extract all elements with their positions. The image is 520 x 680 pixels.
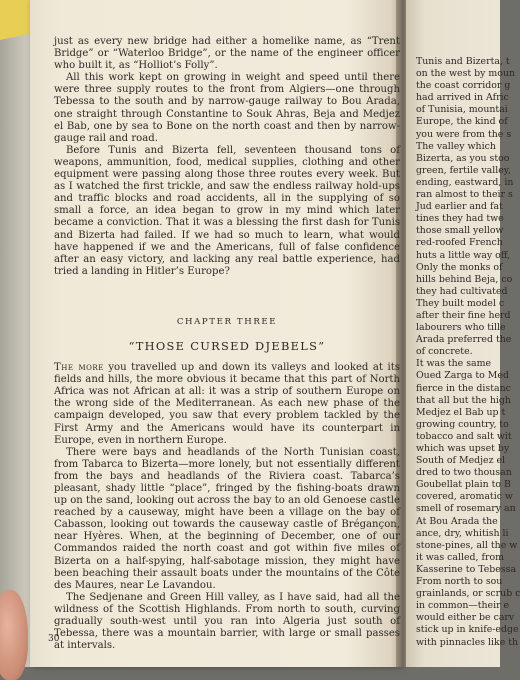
right-page-line: Europe, the kind of [416,116,508,128]
right-page-line: green, fertile valley, [416,164,511,176]
right-page-line: Jud earlier and fat [416,201,503,213]
left-page-text [54,36,400,652]
right-page-line: Bizerta, as you stoo [416,152,510,164]
right-page-line: huts a little way off, [416,249,511,261]
right-page-line: hills behind Beja, co [416,273,513,285]
right-page-line: grainlands, or scrub c [416,588,520,600]
right-page-line: stick up in knife-edge [416,624,519,636]
paragraph-sedjenane: The Sedjenane and Green Hill valley, as I have said, had all the wildness of the Scottish Highlands. From north to south, curving gradually south-west until you ran into Algeria just south of Tebessa, there was a mountain barrier, with large or small passes at intervals. [54,591,400,652]
top-paragraph-continued: just as every new bridge had either a homelike name, as “Trent Bridge” or “Waterloo Bridge”, or the name of the engineer officer who built it, as “Holliot’s Folly”. [54,36,400,72]
right-page-line: smell of rosemary an [416,503,516,515]
right-page-line: dred to two thousan [416,467,512,479]
right-page-line: you were from the s [416,128,512,140]
right-page-line: of concrete. [416,346,473,358]
right-page-line: They built model c [416,297,505,309]
right-page-line: Arada preferred the [416,334,512,346]
right-page-line: Tunis and Bizerta, t [416,56,510,67]
right-page-line: of Tunisia, mountai [416,104,508,116]
right-page-line: It was the same [416,358,492,370]
right-page-line: after their fine herd [416,309,511,321]
right-page-line: ance, dry, whitish li [416,527,509,539]
page-number: 30 [48,634,60,644]
right-page-line: covered, aromatic w [416,491,513,503]
right-page-line: Kasserine to Tebessa [416,563,517,575]
chapter-title: “THOSE CURSED DJEBELS” [128,338,326,353]
right-page-line: The valley which [416,140,496,152]
right-page-line: Medjez el Bab up t [416,406,506,418]
right-page-line: ending, eastward, in [416,176,514,188]
right-page-line: red-roofed French [416,237,503,249]
right-page-line: labourers who tille [416,322,506,334]
right-page-line: tobacco and salt wit [416,430,512,442]
chapter-label: CHAPTER THREE [176,316,278,327]
right-page-line: those small yellow [416,225,504,237]
right-page-line: tines they had twe [416,213,504,225]
paragraph-bays-headlands: There were bays and headlands of the North Tunisian coast, from Tabarca to Bizerta—more lonely, but not essentially different from the bays and headlands of the Riviera coast. Tabarca’s pleasant, shady little “place”, fringed by the fishing-boats drawn up on the sand, looking out across the bay to an old Genoese castle reached by a causeway, might have been a village on the bay of Cabasson, looking out towards the causeway castle of Brégançon, near Hyères. When, at the beginning of December, one of our Commandos raided the north coast and got within five miles of Bizerta on a half-spying, half-sabotage mission, they might have been beaching their assault boats under the mountains of the Côte des Maures, near Le Lavandou. [54,446,400,591]
right-page-line: growing country, to [416,418,509,430]
right-page-line: which was upset by [416,443,510,454]
right-page-line: South of Medjez el [416,455,506,467]
right-page-line: At Bou Arada the [416,515,498,527]
right-page-line: Only the monks of [416,261,503,273]
right-page-line: stone-pines, all the w [416,539,518,551]
right-page-line: ran almost to their s [416,189,513,201]
chapter-opening-paragraph: The more you travelled up and down its valleys and looked at its fields and hills, the more obvious it became that this part of North Africa was not African at all: it was a strip of southern Europe on the wrong side of the Mediterranean. As each new phase of the campaign developed, you saw that every problem tackled by the First Army and the Americans would have its counterpart in Europe, even in northern Europe. [54,362,400,446]
right-page-text [416,56,520,649]
right-page-line: fierce in the distanc [416,382,511,394]
right-page-line: that all but the high [416,394,511,406]
yellow-bookmark [0,0,30,40]
right-page-line: the coast corridor g [416,80,511,92]
right-page-line: they had cultivated [416,285,508,297]
right-page-line: on the west by moun [416,68,516,80]
right-page-line: Oued Zarga to Med [416,370,509,382]
paragraph-supply-routes: All this work kept on growing in weight and speed until there were three supply routes to the front from Algiers—one through Tebessa to the south and by narrow-gauge railway to Bou Arada, one straight through Constantine to Souk Ahras, Beja and Medjez el Bab, one by sea to Bone on the north coast and then by narrow-gauge rail and road. [54,72,400,144]
right-page-line: From north to sou [416,576,503,588]
chapter-lead-words: The more [54,362,104,374]
right-page-line: had arrived in Afric [416,92,509,104]
right-page-line: would either be carv [416,612,515,624]
right-page-line: it was called, from [416,551,504,563]
right-page-line: in common—their e [416,600,510,612]
paragraph-before-tunis: Before Tunis and Bizerta fell, seventeen thousand tons of weapons, ammunition, food, medical supplies, clothing and other equipment were passing along those three routes every week. But as I watched the first trickle, and saw the endless railway hold-ups and traffic blocks and road accidents, all in the supplying of so small a force, an idea began to grow in my mind which later became a conviction. That it was a blessing the first dash for Tunis and Bizerta had failed. If we had so much to learn, what would have happened if we and the Americans, full of false confidence after an easy victory, and lacking any real battle experience, had tried a landing in Hitler’s Europe? [54,144,400,277]
right-page-line: with pinnacles like th [416,636,519,648]
right-page-line: Goubellat plain to B [416,479,511,491]
